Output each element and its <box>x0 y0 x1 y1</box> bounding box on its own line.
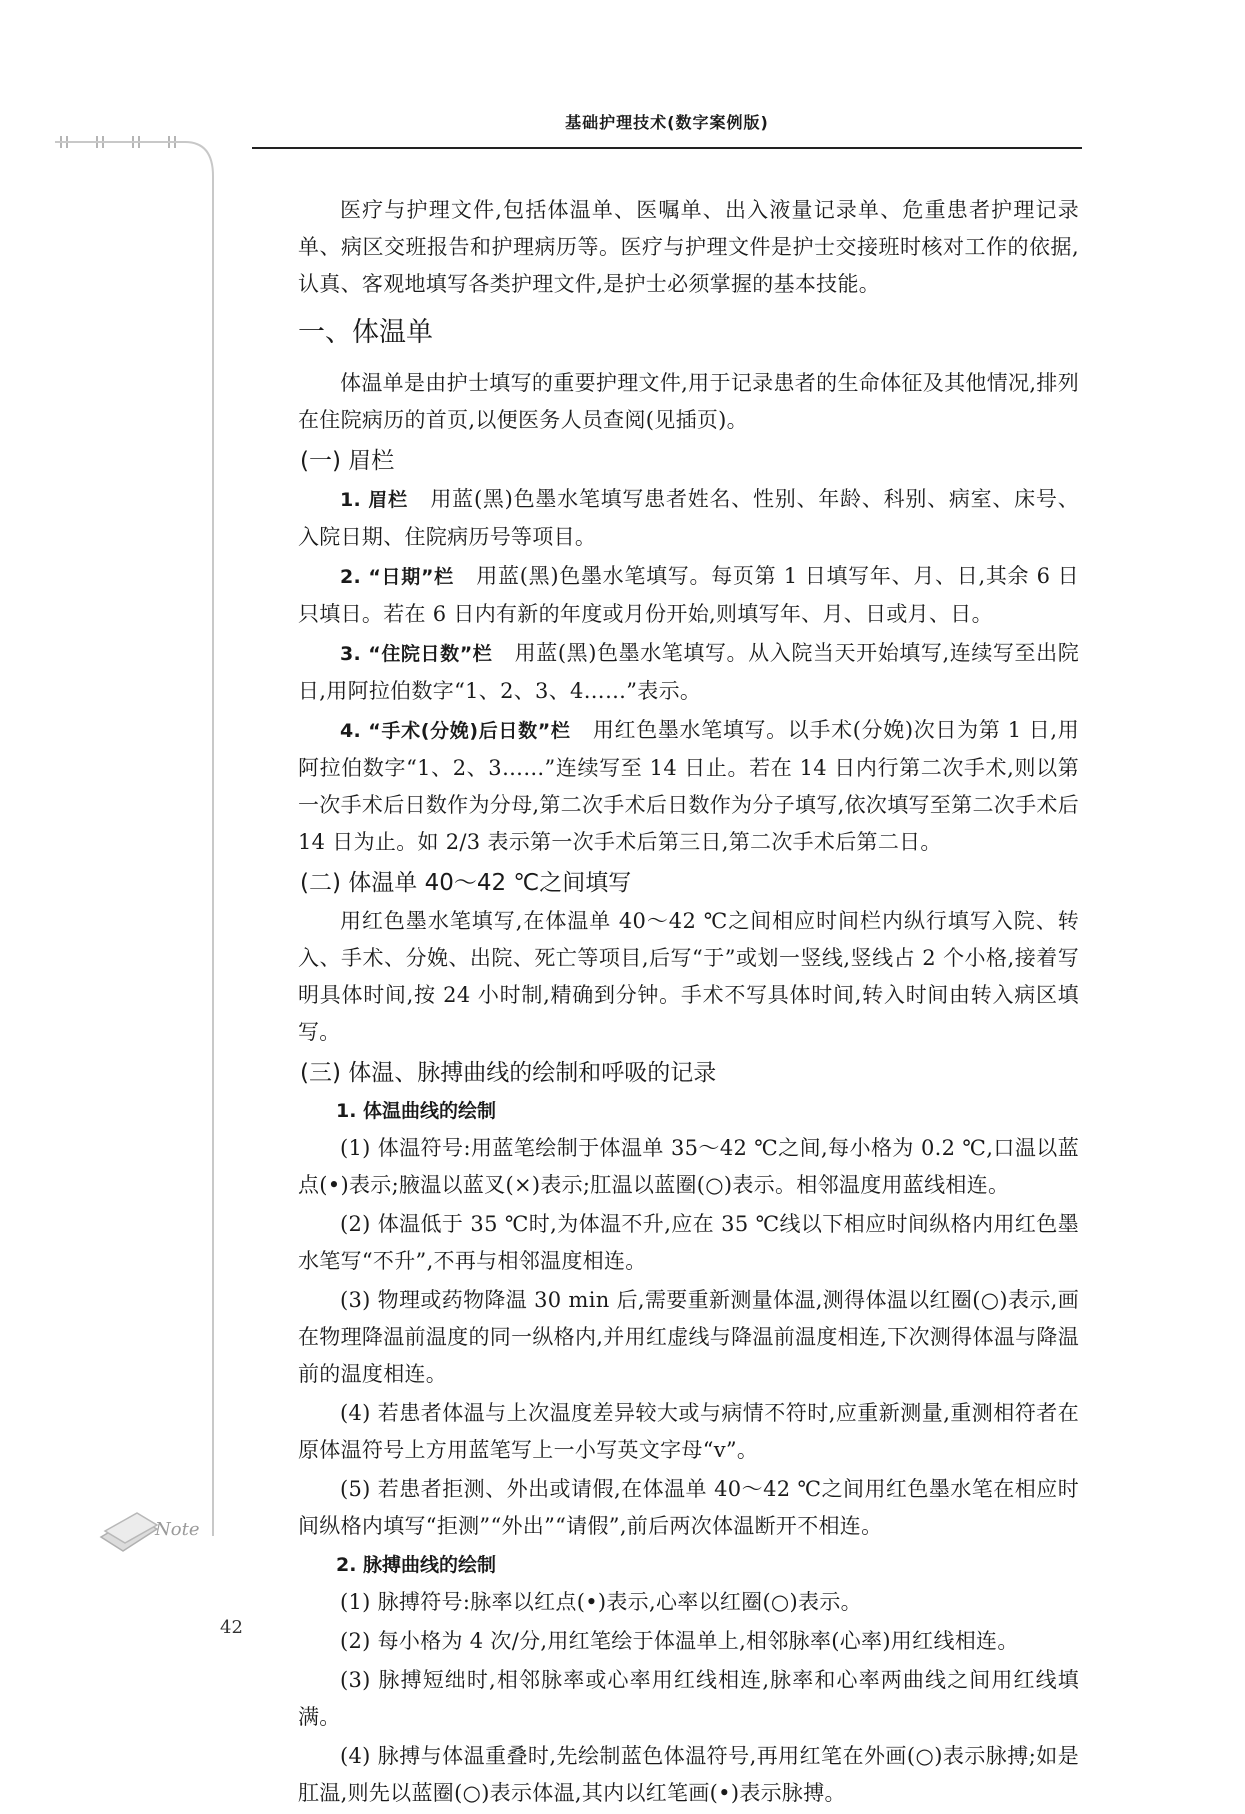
page-number: 42 <box>220 1617 243 1638</box>
subsection-heading-40-42: (二) 体温单 40～42 ℃之间填写 <box>300 870 632 896</box>
item-text: 用蓝(黑)色墨水笔填写。每页第 1 日填写年、月、日,其余 6 日只填日。若在 6 日内有新的年度或月份开始,则填写年、月、日或月、日。 <box>298 564 1079 626</box>
section1-paragraph: 体温单是由护士填写的重要护理文件,用于记录患者的生命体征及其他情况,排列在住院病历的首页,以便医务人员查阅(见插页)。 <box>298 371 1079 432</box>
temperature-curve-paragraph-3: (3) 物理或药物降温 30 min 后,需要重新测量体温,测得体温以红圈(○)表示,画在物理降温前温度的同一纵格内,并用红虚线与降温前温度相连,下次测得体温与降温前的温度相连。 <box>298 1288 1079 1386</box>
page-body <box>298 192 1079 1814</box>
temperature-curve-paragraph-5: (5) 若患者拒测、外出或请假,在体温单 40～42 ℃之间用红色墨水笔在相应时间纵格内填写“拒测”“外出”“请假”,前后两次体温断开不相连。 <box>298 1477 1079 1538</box>
pulse-curve-paragraph-2: (2) 每小格为 4 次/分,用红笔绘于体温单上,相邻脉率(心率)用红线相连。 <box>340 1629 1019 1653</box>
item-lead: 1. 眉栏 <box>340 489 408 511</box>
section-heading-temperature-chart: 一、体温单 <box>298 317 433 348</box>
running-header: 基础护理技术(数字案例版) <box>565 113 769 132</box>
header-item-3 <box>298 635 1079 710</box>
header-item-1 <box>298 481 1079 556</box>
intro-paragraph: 医疗与护理文件,包括体温单、医嘱单、出入液量记录单、危重患者护理记录单、病区交班报告和护理病历等。医疗与护理文件是护士交接班时核对工作的依据,认真、客观地填写各类护理文件,是护士必须掌握的基本技能。 <box>298 198 1079 296</box>
item-lead: 2. “日期”栏 <box>340 566 454 588</box>
temperature-curve-paragraph-4: (4) 若患者体温与上次温度差异较大或与病情不符时,应重新测量,重测相符者在原体温符号上方用蓝笔写上一小写英文字母“v”。 <box>298 1401 1079 1462</box>
temperature-curve-paragraph-1: (1) 体温符号:用蓝笔绘制于体温单 35～42 ℃之间,每小格为 0.2 ℃,口温以蓝点(•)表示;腋温以蓝叉(×)表示;肛温以蓝圈(○)表示。相邻温度用蓝线相连。 <box>298 1136 1079 1197</box>
subsection-heading-curves: (三) 体温、脉搏曲线的绘制和呼吸的记录 <box>300 1060 717 1086</box>
pulse-curve-paragraph-3: (3) 脉搏短绌时,相邻脉率或心率用红线相连,脉率和心率两曲线之间用红线填满。 <box>298 1668 1079 1729</box>
note-book-icon <box>95 1497 205 1557</box>
item-text: 用蓝(黑)色墨水笔填写患者姓名、性别、年龄、科别、病室、床号、入院日期、住院病历号等项目。 <box>298 487 1079 549</box>
subsection2-paragraph: 用红色墨水笔填写,在体温单 40～42 ℃之间相应时间栏内纵行填写入院、转入、手术、分娩、出院、死亡等项目,后写“于”或划一竖线,竖线占 2 个小格,接着写明具体时间,按 24 小时制,精确到分钟。手术不写具体时间,转入时间由转入病区填写。 <box>298 909 1079 1044</box>
item-text: 用红色墨水笔填写。以手术(分娩)次日为第 1 日,用阿拉伯数字“1、2、3……”连续写至 14 日止。若在 14 日内行第二次手术,则以第一次手术后日数作为分母,第二次手术后日数作为分子填写,依次填写至第二次手术后 14 日为止。如 2/3 表示第一次手术后第三日,第二次手术后第二日。 <box>298 718 1079 854</box>
header-rule <box>252 147 1082 149</box>
subsection-heading-header-fields: (一) 眉栏 <box>300 448 395 474</box>
pulse-curve-paragraph-1: (1) 脉搏符号:脉率以红点(•)表示,心率以红圈(○)表示。 <box>340 1590 862 1614</box>
item-lead: 4. “手术(分娩)后日数”栏 <box>340 720 571 742</box>
margin-decoration <box>55 136 245 1536</box>
item-heading-temperature-curve: 1. 体温曲线的绘制 <box>336 1100 497 1122</box>
header-item-2 <box>298 558 1079 633</box>
item-heading-pulse-curve: 2. 脉搏曲线的绘制 <box>336 1554 497 1576</box>
note-label: Note <box>155 1519 200 1540</box>
pulse-curve-paragraph-4: (4) 脉搏与体温重叠时,先绘制蓝色体温符号,再用红笔在外画(○)表示脉搏;如是肛温,则先以蓝圈(○)表示体温,其内以红笔画(•)表示脉搏。 <box>298 1744 1079 1805</box>
temperature-curve-paragraph-2: (2) 体温低于 35 ℃时,为体温不升,应在 35 ℃线以下相应时间纵格内用红色墨水笔写“不升”,不再与相邻温度相连。 <box>298 1212 1079 1273</box>
item-lead: 3. “住院日数”栏 <box>340 643 493 665</box>
item-text: 用蓝(黑)色墨水笔填写。从入院当天开始填写,连续写至出院日,用阿拉伯数字“1、2、3、4……”表示。 <box>298 641 1080 703</box>
header-item-4 <box>298 712 1079 861</box>
